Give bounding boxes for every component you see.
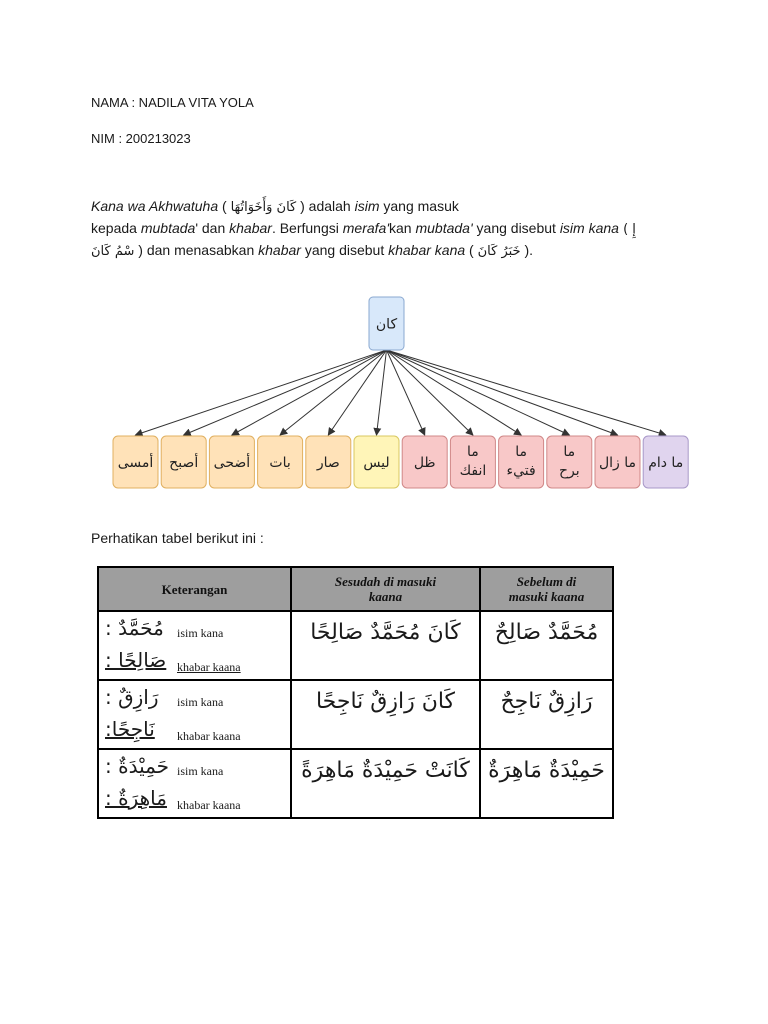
before-kana-sentence: حَمِيْدَةٌ مَاهِرَةٌ xyxy=(488,758,605,783)
cell-sebelum xyxy=(480,680,613,749)
edge-arrow xyxy=(136,350,387,435)
text: yang disebut xyxy=(472,220,560,236)
child-label: ما دام xyxy=(648,455,684,471)
text: kan xyxy=(389,220,416,236)
header-keterangan xyxy=(98,567,291,611)
edge-arrow xyxy=(387,350,425,435)
edge-arrow xyxy=(280,350,386,435)
term-isim: isim xyxy=(354,198,380,214)
table-row xyxy=(98,749,613,818)
child-label: برح xyxy=(558,463,580,479)
diagram-root-node xyxy=(369,297,404,350)
cell-sesudah xyxy=(291,611,480,680)
khabar-label: khabar kaana xyxy=(177,798,241,812)
child-label: ما xyxy=(515,444,527,460)
header-text: Sebelum di xyxy=(516,574,577,589)
cell-keterangan xyxy=(98,749,291,818)
isim-label: isim kana xyxy=(177,764,224,778)
isim-label: isim kana xyxy=(177,695,224,709)
arabic-term: خَبَرُ كَانَ xyxy=(477,244,521,259)
table-header-row xyxy=(98,567,613,611)
table-row xyxy=(98,611,613,680)
edge-arrow xyxy=(387,350,618,435)
cell-keterangan xyxy=(98,611,291,680)
table-intro: Perhatikan tabel berikut ini : xyxy=(91,530,264,546)
header-text: masuki kaana xyxy=(508,589,585,604)
text: ( إِ xyxy=(618,222,636,237)
child-label: صار xyxy=(316,455,340,471)
after-kana-sentence: كَانَتْ حَمِيْدَةٌ مَاهِرَةً xyxy=(301,758,470,783)
khabar-arabic: نَاجِحًا: xyxy=(105,717,155,741)
student-nim: NIM : 200213023 xyxy=(91,131,191,146)
edge-arrow xyxy=(232,350,387,435)
child-label: ظل xyxy=(413,455,436,471)
before-kana-sentence: رَازِقٌ نَاجِحٌ xyxy=(500,689,593,714)
text: yang disebut xyxy=(300,242,389,258)
header-sesudah xyxy=(291,567,480,611)
root-label: كان xyxy=(375,316,398,333)
arabic-term: سْمُ كَانَ xyxy=(91,244,135,259)
cell-sebelum xyxy=(480,749,613,818)
khabar-label: khabar kaana xyxy=(177,729,241,743)
text: ' dan xyxy=(195,220,230,236)
header-text: Sesudah di masuki xyxy=(334,574,437,589)
table-row xyxy=(98,680,613,749)
text: ). xyxy=(520,242,534,258)
isim-label: isim kana xyxy=(177,626,224,640)
child-label: ما xyxy=(467,444,479,460)
student-name: NAMA : NADILA VITA YOLA xyxy=(91,95,254,110)
khabar-arabic: مَاهِرَةٌ : xyxy=(105,786,167,810)
header-sebelum xyxy=(480,567,613,611)
text: kepada xyxy=(91,220,141,236)
isim-arabic: مُحَمَّدٌ : xyxy=(105,616,164,640)
child-label: ما زال xyxy=(598,455,637,471)
text: ) dan menasabkan xyxy=(134,242,259,258)
after-kana-sentence: كَانَ رَازِقٌ نَاجِحًا xyxy=(315,689,456,714)
text: . Berfungsi xyxy=(271,220,343,236)
child-label: ما xyxy=(563,444,576,460)
term-khabar: khabar xyxy=(258,242,301,258)
text: ) adalah xyxy=(296,198,355,214)
before-kana-sentence: مُحَمَّدٌ صَالِحٌ xyxy=(494,620,599,645)
child-label: فتيء xyxy=(506,463,536,479)
child-label: أضحى xyxy=(213,455,251,471)
header-text: kaana xyxy=(368,589,403,604)
text: ( xyxy=(465,242,478,258)
cell-keterangan xyxy=(98,680,291,749)
text: yang masuk xyxy=(379,198,459,214)
diagram-edges xyxy=(136,350,666,435)
term-isim-kana: isim kana xyxy=(559,220,619,236)
edge-arrow xyxy=(387,350,570,435)
cell-sesudah xyxy=(291,749,480,818)
edge-arrow xyxy=(387,350,666,435)
kana-table xyxy=(97,566,614,819)
term-merafa: merafa' xyxy=(342,220,390,236)
header-text: Keterangan xyxy=(161,581,228,597)
arabic-term: كَانَ وَأَخَوَاتُهَا xyxy=(230,200,297,215)
child-label: بات xyxy=(269,455,291,471)
cell-sesudah xyxy=(291,680,480,749)
term-khabar: khabar xyxy=(229,220,272,236)
edge-arrow xyxy=(184,350,387,435)
term-mubtada: mubtada xyxy=(140,220,196,236)
child-label: انفك xyxy=(459,463,487,479)
child-label: ليس xyxy=(363,455,390,471)
term-mubtada: mubtada' xyxy=(415,220,473,236)
cell-sebelum xyxy=(480,611,613,680)
after-kana-sentence: كَانَ مُحَمَّدٌ صَالِحًا xyxy=(310,620,461,645)
text: ( xyxy=(218,198,231,214)
diagram-child-nodes xyxy=(113,436,688,488)
term-khabar-kana: khabar kana xyxy=(388,242,466,258)
isim-arabic: رَازِقٌ : xyxy=(105,685,159,709)
child-label: أصبح xyxy=(169,455,199,471)
khabar-arabic: صَالِحًا : xyxy=(105,648,167,672)
term-kana-wa-akhwatuha: Kana wa Akhwatuha xyxy=(91,198,219,214)
child-label: أمسى xyxy=(117,455,154,471)
khabar-label: khabar kaana xyxy=(177,660,241,674)
kana-sisters-diagram xyxy=(0,0,768,500)
isim-arabic: حَمِيْدَةٌ : xyxy=(105,754,170,778)
